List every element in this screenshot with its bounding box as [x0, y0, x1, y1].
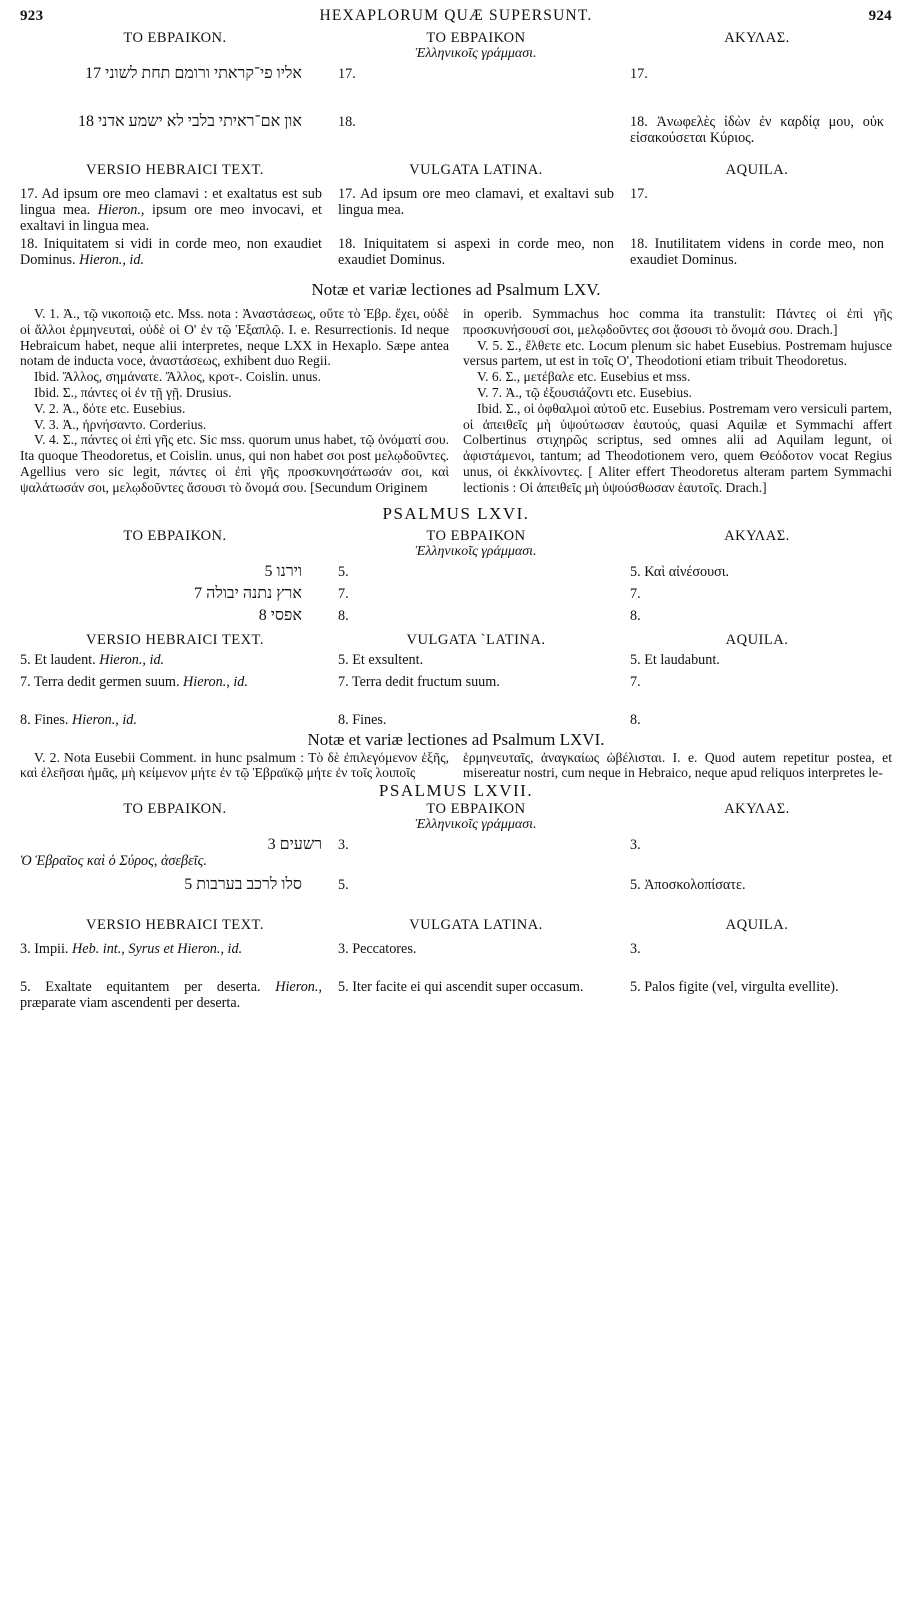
- greek-transliteration-heading: ΤΟ ΕΒΡΑΙΚΟΝ Ἑλληνικοῖς γράμμασι.: [415, 801, 537, 833]
- latin-verse-row: [20, 712, 892, 730]
- column-headings: [20, 801, 892, 833]
- aquila-latin-verse: 7.: [630, 673, 641, 690]
- greek-transliteration-heading: ΤΟ ΕΒΡΑΙΚΟΝ Ἑλληνικοῖς γράμμασι.: [415, 527, 537, 559]
- latin-column-headings: [20, 162, 892, 178]
- running-header: [20, 8, 892, 30]
- aquila-verse: 17.: [630, 66, 648, 82]
- verse-row: [20, 586, 892, 608]
- note: in operib. Symmachus hoc comma ita transtulit: Πάντες οἱ ἐπὶ γῆς προσκυνήσουσί σοι, μελῳδοῦντες σοι ᾄσουσι τὸ ὄνομά σου. Drach.]: [463, 306, 892, 337]
- versio-verse: 17. Ad ipsum ore meo clamavi : et exaltatus est sub lingua mea. Hieron., ipsum ore meo invocavi, et exaltavi in lingua mea.: [20, 186, 322, 234]
- aquila-column-heading: ΑΚΥΛΑΣ.: [724, 30, 790, 46]
- hebrew-verse: אפסי 8: [258, 606, 302, 624]
- note: V. 7. Ἀ., τῷ ἐξουσιάζοντι etc. Eusebius.: [477, 384, 692, 400]
- notes-psalm-65: [20, 306, 892, 496]
- aquila-verse: 3.: [630, 837, 641, 854]
- note: V. 2. Nota Eusebii Comment. in hunc psalmum : Τὸ δὲ ἐπιλεγόμενον ἑξῆς, καὶ ἐλεῆσαι ἡμᾶς, μὴ κείμενον μήτε ἐν τῷ Ἑβραϊκῷ μήτε ἐν τοῖς λοιποῖς: [20, 749, 449, 781]
- note: V. 1. Ἀ., τῷ νικοποιῷ etc. Mss. nota : Ἀναστάσεως, οὔτε τὸ Ἑβρ. ἔχει, οὐδὲ οἱ ἄλλοι ἑρμηνευταὶ, οὐδὲ οἱ Ο' ἐν τῷ Ἑξαπλῷ. I. e. Resurrectionis. Id neque Hebraicum habet, neque alii interpretes, neque LXX in Hexaplo. Sæpe antea notam de inducta voce, ἀναστάσεως, exhibent duo Regii.: [20, 306, 449, 369]
- hebrew-column-heading: ΤΟ ΕΒΡΑΙΚΟΝ.: [123, 527, 227, 544]
- vulgata-verse: 5. Et exsultent.: [338, 651, 424, 668]
- latin-verse-row: [20, 979, 892, 1011]
- latin-verse-row: [20, 941, 892, 979]
- note: V. 5. Σ., ἔλθετε etc. Locum plenum sic habet Eusebius. Postremam hujusce versus partem, ut est in τοῖς Ο', Theodotioni etiam tribuit Theodoretus.: [463, 337, 892, 369]
- versio-verse: 7. Terra dedit germen suum. Hieron., id.: [20, 673, 248, 690]
- aquila-column-heading: ΑΚΥΛΑΣ.: [724, 527, 790, 544]
- aquila-verse: 5. Ἀποσκολοπίσατε.: [630, 877, 746, 894]
- note: V. 3. Ἀ., ἠρνήσαντο. Corderius.: [34, 416, 207, 432]
- vulgata-heading: VULGATA LATINA.: [409, 162, 543, 178]
- aquila-verse: 8.: [630, 607, 641, 624]
- aquila-latin-verse: 5. Palos figite (vel, virgulta evellite).: [630, 979, 839, 996]
- aquila-verse: 5. Καὶ αἰνέσουσι.: [630, 563, 730, 580]
- verse-row: [20, 66, 892, 114]
- aquila-column-heading: ΑΚΥΛΑΣ.: [724, 801, 790, 818]
- hebrew-verse: ארץ נתנה יבולה 7: [194, 584, 302, 602]
- vulgata-verse: 17. Ad ipsum ore meo clamavi, et exaltavi sub lingua mea.: [338, 186, 614, 218]
- aquila-latin-verse: 18. Inutilitatem videns in corde meo, non exaudiet Dominus.: [630, 236, 884, 268]
- hebrew-verse: רשעים 3 Ὁ Ἑβραῖος καὶ ὁ Σύρος, ἀσεβεῖς.: [20, 836, 322, 870]
- notes-right-column: [463, 306, 892, 496]
- aquila-verse: 7.: [630, 585, 641, 602]
- versio-heading: VERSIO HEBRAICI TEXT.: [86, 917, 264, 934]
- greek-verse: 8.: [338, 607, 349, 624]
- latin-column-headings: [20, 917, 892, 933]
- latin-column-headings: [20, 632, 892, 648]
- aquila-latin-verse: 17.: [630, 186, 648, 202]
- verse-row: [20, 877, 892, 917]
- versio-verse: 5. Et laudent. Hieron., id.: [20, 651, 165, 668]
- latin-verse-row: [20, 674, 892, 712]
- psalm-title: PSALMUS LXVII.: [378, 781, 534, 801]
- left-page-number: 923: [20, 8, 44, 24]
- note: V. 6. Σ., μετέβαλε etc. Eusebius et mss.: [477, 369, 691, 385]
- notes-title: Notæ et variæ lectiones ad Psalmum LXV.: [311, 280, 601, 299]
- vulgata-verse: 8. Fines.: [338, 711, 387, 728]
- aquila-latin-heading: AQUILA.: [725, 917, 789, 934]
- note: ἑρμηνευταῖς, ἀναγκαίως ὠβέλισται. I. e. Quod autem repetitur postea, et misereatur nostri, cum neque in Hebraico, neque apud reliquos interpretes le-: [463, 749, 892, 781]
- vulgata-heading: VULGATA `LATINA.: [406, 631, 546, 648]
- aquila-verse: 18. Ἀνωφελὲς ἰδὼν ἐν καρδίᾳ μου, οὐκ εἰσακούσεται Κύριος.: [630, 114, 884, 146]
- vulgata-verse: 7. Terra dedit fructum suum.: [338, 673, 500, 690]
- note: Ibid. Ἄλλος, σημάνατε. Ἄλλος, κροτ-. Coislin. unus.: [34, 369, 321, 385]
- column-headings: [20, 528, 892, 560]
- psalm-title: PSALMUS LXVI.: [382, 503, 530, 523]
- vulgata-verse: 18. Iniquitatem si aspexi in corde meo, non exaudiet Dominus.: [338, 236, 614, 268]
- hebrew-verse: און אם־ראיתי בלבי לא ישמע אדני 18: [77, 113, 302, 130]
- hebrew-verse: סלו לרכב בערבות 5: [184, 876, 302, 894]
- column-headings: [20, 30, 892, 62]
- greek-verse: 7.: [338, 585, 349, 602]
- aquila-latin-verse: 5. Et laudabunt.: [630, 651, 720, 668]
- vulgata-verse: 3. Peccatores.: [338, 941, 417, 958]
- greek-verse: 18.: [338, 114, 356, 130]
- hebrew-column-heading: ΤΟ ΕΒΡΑΙΚΟΝ.: [123, 801, 227, 818]
- note: Ibid. Σ., οἱ ὀφθαλμοὶ αὐτοῦ etc. Eusebius. Postremam vero versiculi partem, οἱ ἀπειθεῖς μὴ ὑψούτωσαν ἑαυτούς, quasi Aquilæ et Symmachi affert Colbertinus στιχηρῶς scriptus, sed omnes alii ad Aquilam legunt, οἱ ἀφιστάμενοι, tantum; ad Theodotionem vero, quem Θεόδοτον vocat Regius unus, οἱ ἐκκλίνοντες. [ Aliter effert Theodoretus alteram partem Symmachi lectionis : Οἱ ἀπειθεῖς μὴ ὑψούσθωσαν ἑαυτοῖς. Drach.]: [463, 400, 892, 495]
- latin-verse-row: [20, 652, 892, 674]
- greek-verse: 5.: [338, 563, 349, 580]
- greek-verse: 17.: [338, 66, 356, 82]
- note: Ibid. Σ., πάντες οἱ ἐν τῇ γῇ. Drusius.: [34, 384, 232, 400]
- vulgata-heading: VULGATA LATINA.: [409, 917, 543, 934]
- verse-row: [20, 114, 892, 158]
- notes-left-column: [20, 306, 449, 496]
- aquila-latin-verse: 8.: [630, 711, 641, 728]
- aquila-latin-heading: AQUILA.: [725, 162, 789, 178]
- verse-row: [20, 837, 892, 877]
- notes-title: Notæ et variæ lectiones ad Psalmum LXVI.: [307, 729, 605, 749]
- hebrew-verse: אליו פי־קראתי ורומם תחת לשוני 17: [85, 65, 302, 82]
- page-title: HEXAPLORUM QUÆ SUPERSUNT.: [319, 7, 593, 24]
- right-page-number: 924: [868, 8, 892, 24]
- versio-verse: 8. Fines. Hieron., id.: [20, 711, 137, 728]
- notes-psalm-66: [20, 750, 892, 782]
- versio-heading: VERSIO HEBRAICI TEXT.: [86, 162, 264, 178]
- note: V. 2. Ἀ., δότε etc. Eusebius.: [34, 400, 186, 416]
- versio-verse: 5. Exaltate equitantem per deserta. Hieron., præparate viam ascendenti per deserta.: [20, 979, 322, 1012]
- latin-verse-row: [20, 186, 892, 234]
- versio-verse: 3. Impii. Heb. int., Syrus et Hieron., id.: [20, 941, 243, 958]
- versio-heading: VERSIO HEBRAICI TEXT.: [86, 631, 264, 648]
- verse-row: [20, 564, 892, 586]
- greek-verse: 3.: [338, 837, 349, 854]
- vulgata-verse: 5. Iter facite ei qui ascendit super occasum.: [338, 979, 584, 996]
- greek-transliteration-heading: ΤΟ ΕΒΡΑΙΚΟΝ Ἑλληνικοῖς γράμμασι.: [415, 30, 537, 61]
- aquila-latin-heading: AQUILA.: [725, 631, 789, 648]
- aquila-latin-verse: 3.: [630, 941, 641, 958]
- greek-verse: 5.: [338, 877, 349, 894]
- note: V. 4. Σ., πάντες οἱ ἐπὶ γῆς etc. Sic mss. quorum unus habet, τῷ ὀνόματί σου. Ita quoque Theodoretus, et Coislin. unus, qui non habet σοι post μελῳδοῦντες. Agellius vero sic legit, πάντες οἱ ἐπὶ γῆς προσκυνησάτωσάν σοι, καὶ ψαλάτωσάν σοι, μελῳδοῦντες ἄσουσι τὸ ὄνομά σου. [Secundum Originem: [20, 432, 449, 495]
- latin-verse-row: [20, 236, 892, 268]
- hebrew-verse: וירנו 5: [264, 562, 302, 580]
- page: [20, 8, 892, 1011]
- versio-verse: 18. Iniquitatem si vidi in corde meo, non exaudiet Dominus. Hieron., id.: [20, 236, 322, 268]
- hebrew-column-heading: ΤΟ ΕΒΡΑΙΚΟΝ.: [123, 30, 227, 46]
- verse-row: [20, 608, 892, 630]
